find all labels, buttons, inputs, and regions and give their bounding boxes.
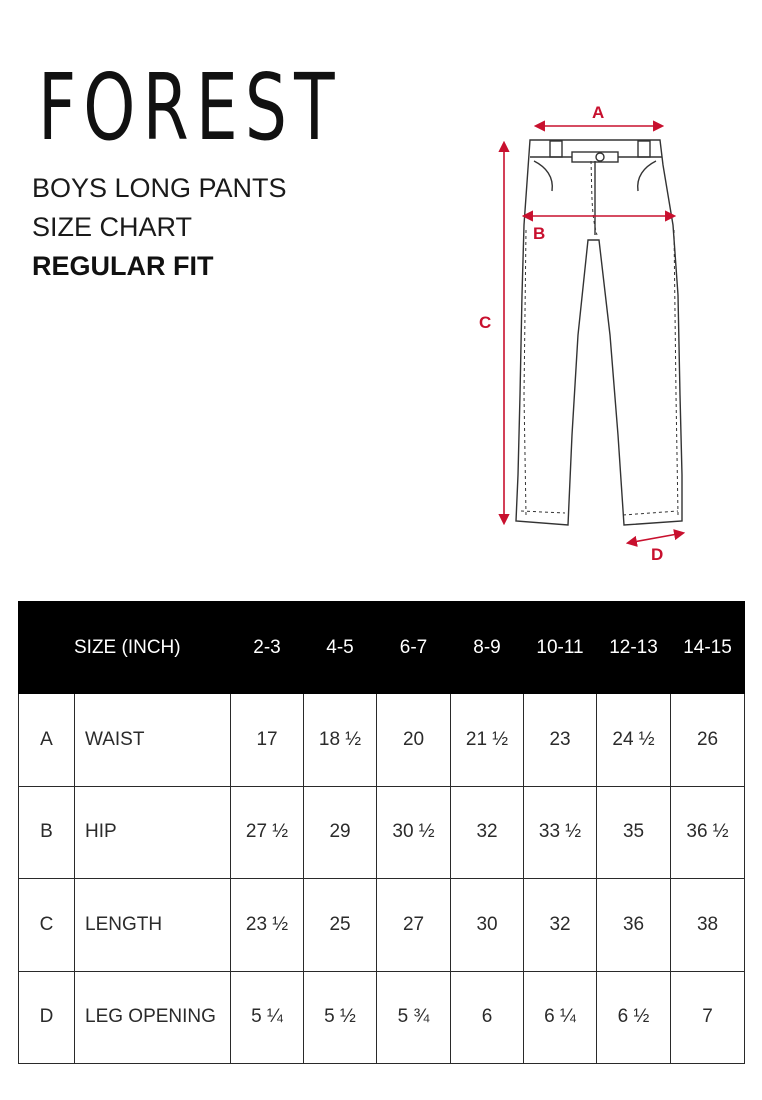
brand-logo: FOREST	[38, 54, 342, 161]
header-size: 6-7	[377, 602, 451, 694]
measurement-name: LEG OPENING	[75, 971, 231, 1064]
table-cell: 27	[377, 879, 451, 972]
table-cell: 23	[524, 694, 597, 787]
row-letter: C	[19, 879, 75, 972]
measurement-name: LENGTH	[75, 879, 231, 972]
row-letter: D	[19, 971, 75, 1064]
table-cell: 32	[524, 879, 597, 972]
table-header-row	[19, 602, 745, 694]
table-cell: 23 ½	[231, 879, 304, 972]
table-cell: 5 ½	[304, 971, 377, 1064]
table-cell: 6 ½	[597, 971, 671, 1064]
table-row	[19, 786, 745, 879]
table-cell: 20	[377, 694, 451, 787]
row-letter: B	[19, 786, 75, 879]
title-line-1: BOYS LONG PANTS	[32, 173, 287, 203]
table-cell: 29	[304, 786, 377, 879]
row-letter: A	[19, 694, 75, 787]
table-cell: 5 ¾	[377, 971, 451, 1064]
table-cell: 18 ½	[304, 694, 377, 787]
dimension-label-a: A	[592, 103, 605, 122]
dimension-label-c: C	[479, 313, 492, 332]
table-cell: 33 ½	[524, 786, 597, 879]
header-size: 12-13	[597, 602, 671, 694]
table-cell: 21 ½	[451, 694, 524, 787]
table-cell: 35	[597, 786, 671, 879]
title-line-2: SIZE CHART	[32, 212, 193, 242]
table-cell: 5 ¼	[231, 971, 304, 1064]
table-cell: 36	[597, 879, 671, 972]
header-size: 8-9	[451, 602, 524, 694]
table-cell: 30 ½	[377, 786, 451, 879]
table-cell: 6	[451, 971, 524, 1064]
table-cell: 38	[671, 879, 745, 972]
table-cell: 30	[451, 879, 524, 972]
pants-illustration	[516, 140, 682, 525]
table-cell: 27 ½	[231, 786, 304, 879]
measurement-name: HIP	[75, 786, 231, 879]
header-size: 10-11	[524, 602, 597, 694]
table-cell: 26	[671, 694, 745, 787]
table-cell: 32	[451, 786, 524, 879]
table-cell: 24 ½	[597, 694, 671, 787]
header-size: 4-5	[304, 602, 377, 694]
table-cell: 17	[231, 694, 304, 787]
dimension-label-d: D	[651, 545, 664, 564]
table-cell: 36 ½	[671, 786, 745, 879]
pants-measurement-diagram	[460, 95, 720, 575]
fit-label: REGULAR FIT	[32, 251, 214, 281]
table-cell: 6 ¼	[524, 971, 597, 1064]
table-cell: 25	[304, 879, 377, 972]
header-size: 2-3	[231, 602, 304, 694]
header-size-label: SIZE (INCH)	[19, 602, 231, 694]
table-cell: 7	[671, 971, 745, 1064]
size-chart-table	[18, 601, 745, 1064]
header-size: 14-15	[671, 602, 745, 694]
table-row	[19, 694, 745, 787]
measurement-name: WAIST	[75, 694, 231, 787]
table-row	[19, 879, 745, 972]
table-row	[19, 971, 745, 1064]
dimension-label-b: B	[533, 224, 546, 243]
